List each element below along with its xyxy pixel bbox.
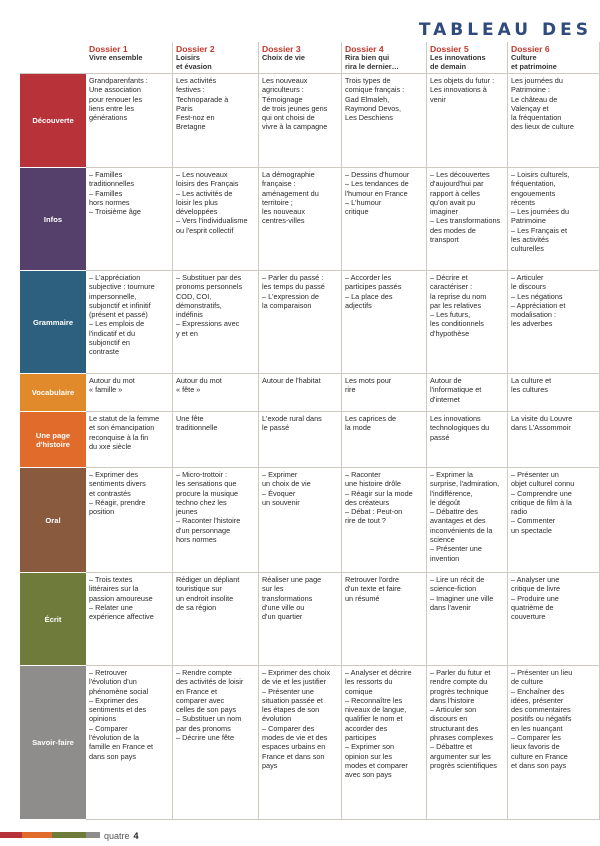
table-cell: – Exprimer des choix de vie et les justifier – Présenter une situation passée et les étapes de son évolution – Comparer des modes de vie et des espaces urbains en France et dans son pays <box>259 666 342 820</box>
row-label-infos: Infos <box>20 168 86 271</box>
table-cell: – Trois textes littéraires sur la passion amoureuse – Relater une expérience affective <box>86 573 173 666</box>
table-cell: Réaliser une page sur les transformations d'une ville ou d'un quartier <box>259 573 342 666</box>
table-cell: Les activités festives : Technoparade à Paris Fest-noz en Bretagne <box>173 74 259 168</box>
table-cell: – Articuler le discours – Les négations – Appréciation et modalisation : les adverbes <box>508 271 600 374</box>
table-cell: – Analyser une critique de livre – Produire une quatrième de couverture <box>508 573 600 666</box>
table-cell: Retrouver l'ordre d'un texte et faire un résumé <box>342 573 427 666</box>
table-cell: – Décrire et caractériser : la reprise du nom par les relatives – Les futurs, les conditionnels d'hypothèse <box>427 271 508 374</box>
table-cell: – Dessins d'humour – Les tendances de l'humour en France – L'humour critique <box>342 168 427 271</box>
header-dossier-4: Dossier 4 Rira bien qui rira le dernier… <box>342 42 427 74</box>
row-label-oral: Oral <box>20 468 86 573</box>
table-cell: – Retrouver l'évolution d'un phénomène social – Exprimer des sentiments et des opinions – Comparer l'évolution de la famille en France et dans son pays <box>86 666 173 820</box>
table-cell: – Exprimer des sentiments divers et contrastés – Réagir, prendre position <box>86 468 173 573</box>
page-footer <box>104 831 139 841</box>
row-label-vocabulaire: Vocabulaire <box>20 374 86 412</box>
table-cell: Rédiger un dépliant touristique sur un endroit insolite de sa région <box>173 573 259 666</box>
row-label-grammaire: Grammaire <box>20 271 86 374</box>
table-cell: – Micro-trottoir : les sensations que procure la musique techno chez les jeunes – Raconter l'histoire d'un personnage hors normes <box>173 468 259 573</box>
footer-color-strip-3 <box>52 832 86 838</box>
table-cell: – Exprimer la surprise, l'admiration, l'indifférence, le dégoût – Débattre des avantages et des inconvénients de la science – Présenter une invention <box>427 468 508 573</box>
table-cell: L'exode rural dans le passé <box>259 412 342 468</box>
table-cell: – Raconter une histoire drôle – Réagir sur la mode des créateurs – Débat : Peut-on rire de tout ? <box>342 468 427 573</box>
table-cell: – Lire un récit de science-fiction – Imaginer une ville dans l'avenir <box>427 573 508 666</box>
table-cell: La démographie française : aménagement du territoire ; les nouveaux centres-villes <box>259 168 342 271</box>
row-label-une-page-histoire: Une page d'histoire <box>20 412 86 468</box>
table-cell: La visite du Louvre dans L'Assommoir <box>508 412 600 468</box>
table-corner <box>20 42 86 74</box>
table-cell: – Accorder les participes passés – La place des adjectifs <box>342 271 427 374</box>
table-cell: Le statut de la femme et son émancipation reconquise à la fin du xxe siècle <box>86 412 173 468</box>
header-dossier-3: Dossier 3 Choix de vie <box>259 42 342 74</box>
table-cell: Les objets du futur : Les innovations à venir <box>427 74 508 168</box>
header-dossier-6: Dossier 6 Culture et patrimoine <box>508 42 600 74</box>
table-cell: – L'appréciation subjective : tournure impersonnelle, subjonctif et infinitif (présent et passé) – Les emplois de l'indicatif et du subjonctif en contraste <box>86 271 173 374</box>
table-cell: – Exprimer un choix de vie – Évoquer un souvenir <box>259 468 342 573</box>
table-cell: Trois types de comique français : Gad Elmaleh, Raymond Devos, Les Deschiens <box>342 74 427 168</box>
footer-word: quatre <box>104 831 130 841</box>
table-cell: – Loisirs culturels, fréquentation, engouements récents – Les journées du Patrimoine – Les Français et les activités culturelles <box>508 168 600 271</box>
header-dossier-5: Dossier 5 Les innovations de demain <box>427 42 508 74</box>
table-cell: La culture et les cultures <box>508 374 600 412</box>
header-dossier-1: Dossier 1 Vivre ensemble <box>86 42 173 74</box>
table-cell: – Présenter un lieu de culture – Enchaîner des idées, présenter des commentaires positifs ou négatifs en les nuançant – Comparer les lieux favoris de culture en France et dans son pays <box>508 666 600 820</box>
table-cell: – Les découvertes d'aujourd'hui par rapport à celles qu'on avait pu imaginer – Les transformations des modes de transport <box>427 168 508 271</box>
footer-color-strip-2 <box>22 832 52 838</box>
table-cell: Les nouveaux agriculteurs : Témoignage de trois jeunes gens qui ont choisi de vivre à la campagne <box>259 74 342 168</box>
table-cell: – Familles traditionnelles – Familles hors normes – Troisième âge <box>86 168 173 271</box>
table-cell: – Substituer par des pronoms personnels COD, COI, démonstratifs, indéfinis – Expressions avec y et en <box>173 271 259 374</box>
footer-color-strip-1 <box>0 832 22 838</box>
table-cell: – Rendre compte des activités de loisir en France et comparer avec celles de son pays – Substituer un nom par des pronoms – Décrire une fête <box>173 666 259 820</box>
table-cell: – Analyser et décrire les ressorts du comique – Reconnaître les niveaux de langue, qualifier le nom et accorder des participes – Exprimer son opinion sur les modes et comparer avec son pays <box>342 666 427 820</box>
table-cell: Les caprices de la mode <box>342 412 427 468</box>
table-cell: Autour du mot « fête » <box>173 374 259 412</box>
table-cell: – Parler du futur et rendre compte du progrès technique dans l'histoire – Articuler son discours en structurant des phrases complexes – Débattre et argumenter sur les progrès scientifiques <box>427 666 508 820</box>
program-table <box>20 42 600 821</box>
table-cell: Les mots pour rire <box>342 374 427 412</box>
table-cell: Les journées du Patrimoine : Le château de Valençay et la fréquentation des lieux de culture <box>508 74 600 168</box>
table-cell: Une fête traditionnelle <box>173 412 259 468</box>
row-label-decouverte: Découverte <box>20 74 86 168</box>
table-cell: – Parler du passé : les temps du passé – L'expression de la comparaison <box>259 271 342 374</box>
table-cell: Autour du mot « famille » <box>86 374 173 412</box>
header-dossier-2: Dossier 2 Loisirs et évasion <box>173 42 259 74</box>
row-label-savoir-faire: Savoir-faire <box>20 666 86 820</box>
table-cell: – Les nouveaux loisirs des Français – Les activités de loisir les plus développées – Vers l'individualisme ou l'esprit collectif <box>173 168 259 271</box>
table-cell: Les innovations technologiques du passé <box>427 412 508 468</box>
table-cell: – Présenter un objet culturel connu – Comprendre une critique de film à la radio – Commenter un spectacle <box>508 468 600 573</box>
table-cell: Autour de l'informatique et d'internet <box>427 374 508 412</box>
row-label-ecrit: Écrit <box>20 573 86 666</box>
page-title: TABLEAU DES <box>418 20 592 40</box>
page-number: 4 <box>133 831 139 841</box>
footer-color-strip-4 <box>86 832 100 838</box>
table-cell: Grandparenfants : Une association pour renouer les liens entre les générations <box>86 74 173 168</box>
table-cell: Autour de l'habitat <box>259 374 342 412</box>
